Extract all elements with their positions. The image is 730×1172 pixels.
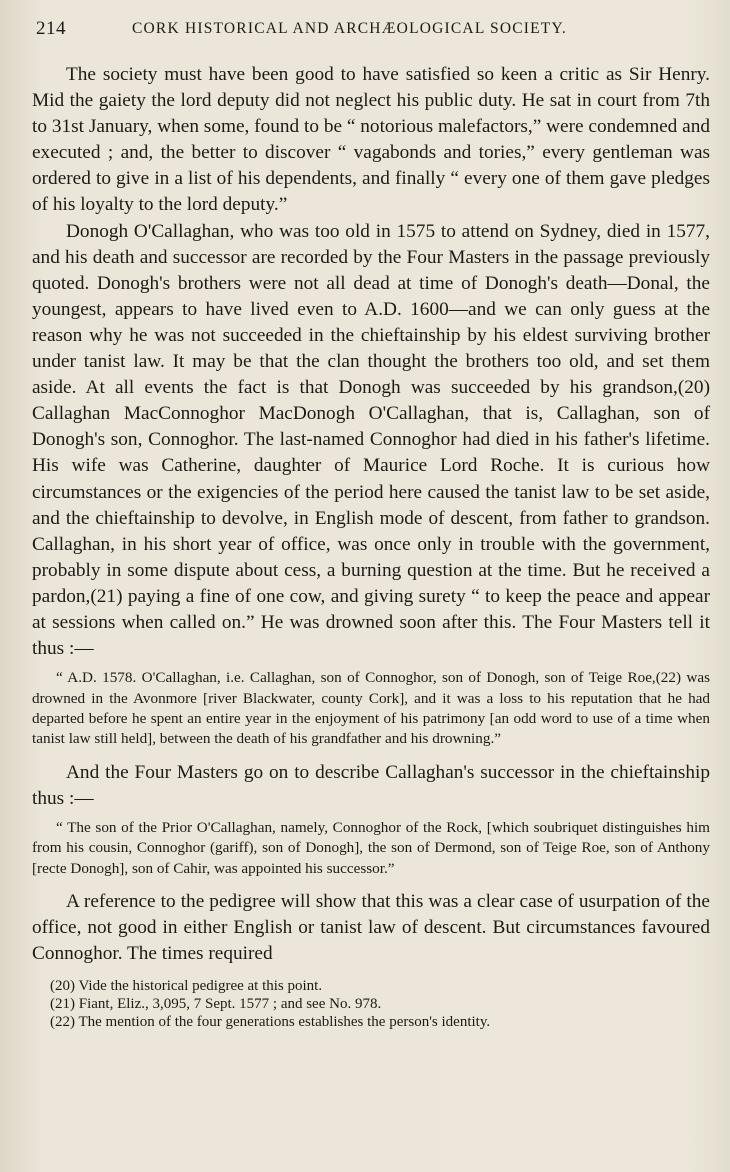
body-text [32, 62, 710, 1031]
footnote: (21) Fiant, Eliz., 3,095, 7 Sept. 1577 ; and see No. 978. [50, 996, 382, 1013]
paragraph: And the Four Masters go on to describe Callaghan's successor in the chieftainship thus :— [32, 761, 710, 809]
paragraph: A reference to the pedigree will show that this was a clear case of usurpation of the office, not good in either English or tanist law of descent. But circumstances favoured Connoghor. The times required [32, 891, 710, 965]
block-quote [32, 668, 710, 750]
page-header [36, 18, 696, 44]
footnote: (22) The mention of the four generations establishes the person's identity. [50, 1014, 491, 1031]
quote-text: “ The son of the Prior O'Callaghan, namely, Connoghor of the Rock, [which soubriquet distinguishes him from his cousin, Connoghor (gariff), son of Donogh], the son of Dermond, son of Teige Roe, son of Anthony [recte Donogh], son of Cahir, was appointed his successor.” [32, 818, 710, 877]
block-quote [32, 818, 710, 879]
page-number: 214 [36, 18, 66, 39]
paragraph: Donogh O'Callaghan, who was too old in 1575 to attend on Sydney, died in 1577, and his death and successor are recorded by the Four Masters in the passage previously quoted. Donogh's brothers were not all dead at time of Donogh's death—Donal, the youngest, appears to have lived even to A.D. 1600—and we can only guess at the reason why he was not succeeded in the chieftainship by his eldest surviving brother under tanist law. It may be that the clan thought the brothers too old, and set them aside. At all events the fact is that Donogh was succeeded by his grandson,(20) Callaghan MacConnoghor MacDonogh O'Callaghan, that is, Callaghan, son of Donogh's son, Connoghor. The last-named Connoghor had died in his father's lifetime. His wife was Catherine, daughter of Maurice Lord Roche. It is curious how circumstances or the exigencies of the period here caused the tanist law to be set aside, and the chieftainship to devolve, in English mode of descent, from father to grandson. Callaghan, in his short year of office, was once only in trouble with the government, probably in some dispute about cess, a burning question at the time. But he received a pardon,(21) paying a fine of one cow, and giving surety “ to keep the peace and appear at sessions when called on.” He was drowned soon after this. The Four Masters tell it thus :— [32, 220, 710, 660]
paragraph: The society must have been good to have satisfied so keen a critic as Sir Henry. Mid the gaiety the lord deputy did not neglect his public duty. He sat in court from 7th to 31st January, when some, found to be “ notorious malefactors,” were condemned and executed ; and, the better to discover “ vagabonds and tories,” every gentleman was ordered to give in a list of his dependents, and finally “ every one of them gave pledges of his loyalty to the lord deputy.” [32, 64, 710, 216]
running-title: CORK HISTORICAL AND ARCHÆOLOGICAL SOCIETY. [132, 20, 567, 37]
footnotes [32, 977, 710, 1031]
footnote: (20) Vide the historical pedigree at this point. [50, 978, 323, 995]
quote-text: “ A.D. 1578. O'Callaghan, i.e. Callaghan, son of Connoghor, son of Donogh, son of Teige Roe,(22) was drowned in the Avonmore [river Blackwater, county Cork], and it was a loss to his reputation that he had departed before he spent an entire year in the enjoyment of his patrimony [an odd word to use of a time when tanist law still held], between the death of his grandfather and his drowning.” [32, 669, 710, 748]
